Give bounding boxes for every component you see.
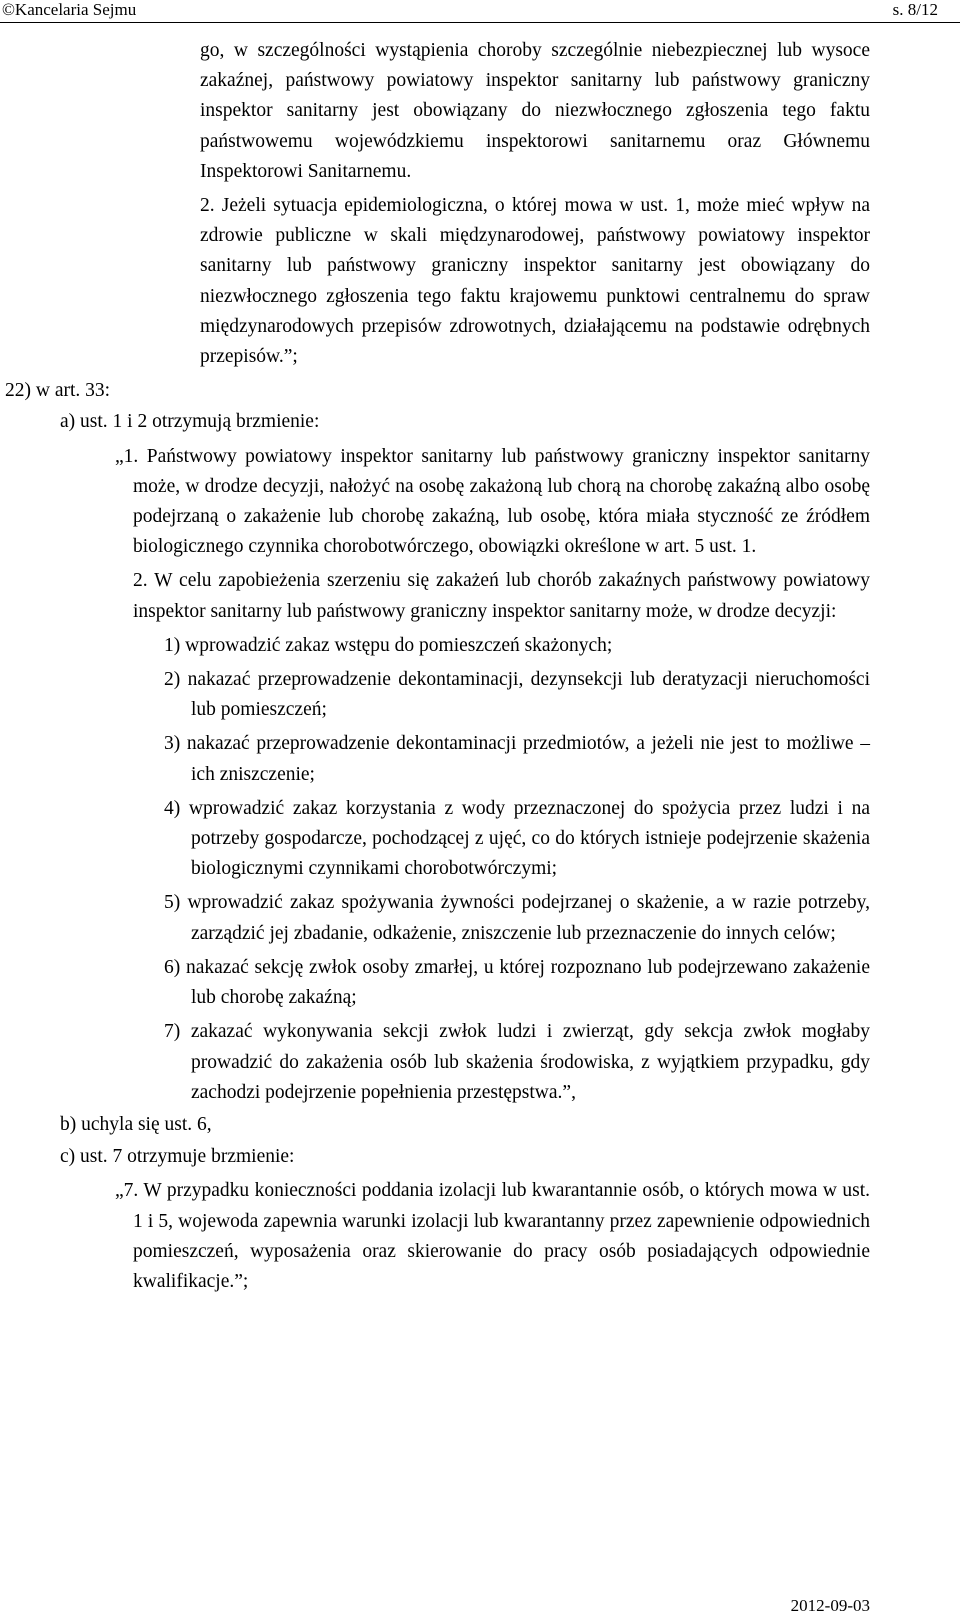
quoted-ust-1: „1. Państwowy powiatowy inspektor sanitarny lub państwowy graniczny inspektor sanitarny może, w drodze decyzji, nałożyć na osobę zakażoną lub chorą na chorobę zakaźną albo osobę podejrzaną o zakażenie lub chorobę zakaźną, lub osobę, która miała styczność ze źródłem biologicznego czynnika chorobotwórczego, obowiązki określone w art. 5 ust. 1. (115, 445, 870, 558)
list-item: 7) zakazać wykonywania sekcji zwłok ludzi i zwierząt, gdy sekcja zwłok mogłaby prowadzić do zakażenia osób lub skażenia środowiska, z wyjątkiem przypadku, gdy zachodzi podejrzenie popełnienia przestępstwa.”, (164, 1021, 870, 1103)
list-item: 3) nakazać przeprowadzenie dekontaminacji przedmiotów, a jeżeli nie jest to możliwe – ich zniszczenie; (164, 733, 870, 785)
quoted-ust-2: 2. W celu zapobieżenia szerzeniu się zakażeń lub chorób zakaźnych państwowy powiatowy inspektor sanitarny lub państwowy graniczny inspektor sanitarny może, w drodze decyzji: (133, 570, 870, 622)
document-date: 2012-09-03 (790, 1596, 870, 1615)
list-item: 1) wprowadzić zakaz wstępu do pomieszczeń skażonych; (164, 634, 613, 656)
list-item: 5) wprowadzić zakaz spożywania żywności podejrzanej o skażenie, a w razie potrzeby, zarządzić jej zbadanie, odkażenie, zniszczenie lub przeznaczenie do innych celów; (164, 892, 870, 944)
paragraph-ust-2: 2. Jeżeli sytuacja epidemiologiczna, o której mowa w ust. 1, może mieć wpływ na zdrowie publiczne w skali międzynarodowej, państwowy powiatowy inspektor sanitarny lub państwowy graniczny inspektor sanitarny jest obowiązany do niezwłocznego zgłoszenia tego faktu krajowemu punktowi centralnemu do spraw międzynarodowych przepisów zdrowotnych, działającemu na podstawie odrębnych przepisów.”; (200, 195, 870, 368)
list-item: 2) nakazać przeprowadzenie dekontaminacji, dezynsekcji lub deratyzacji nieruchomości lub pomieszczeń; (164, 669, 870, 721)
copyright-label: ©Kancelaria Sejmu (2, 0, 137, 19)
point-a: a) ust. 1 i 2 otrzymują brzmienie: (60, 411, 320, 433)
measures-list (164, 631, 870, 1108)
document-body (0, 36, 960, 1297)
page-number: s. 8/12 (892, 0, 938, 19)
paragraph-continuation: go, w szczególności wystąpienia choroby szczególnie niebezpiecznej lub wysoce zakaźnej, państwowy powiatowy inspektor sanitarny lub państwowy graniczny inspektor sanitarny jest obowiązany do niezwłocznego zgłoszenia tego faktu państwowemu wojewódzkiemu inspektorowi sanitarnemu oraz Głównemu Inspektorowi Sanitarnemu. (200, 40, 870, 182)
page-header (0, 0, 960, 23)
article-22-heading: 22) w art. 33: (5, 380, 111, 402)
list-item: 4) wprowadzić zakaz korzystania z wody przeznaczonej do spożycia przez ludzi i na potrzeby gospodarcze, pochodzącej z ujęć, co do których istnieje podejrzenie skażenia biologicznymi czynnikami chorobotwórczymi; (164, 797, 870, 880)
list-item: 6) nakazać sekcję zwłok osoby zmarłej, u której rozpoznano lub podejrzewano zakażenie lub chorobę zakaźną; (164, 956, 870, 1009)
point-c: c) ust. 7 otrzymuje brzmienie: (60, 1146, 295, 1168)
quoted-ust-7: „7. W przypadku konieczności poddania izolacji lub kwarantannie osób, o których mowa w ust. 1 i 5, wojewoda zapewnia warunki izolacji lub kwarantanny przez zapewnienie odpowiednich pomieszczeń, wyposażenia oraz skierowanie do pracy osób posiadających odpowiednie kwalifikacje.”; (115, 1180, 870, 1292)
point-b: b) uchyla się ust. 6, (60, 1113, 212, 1135)
